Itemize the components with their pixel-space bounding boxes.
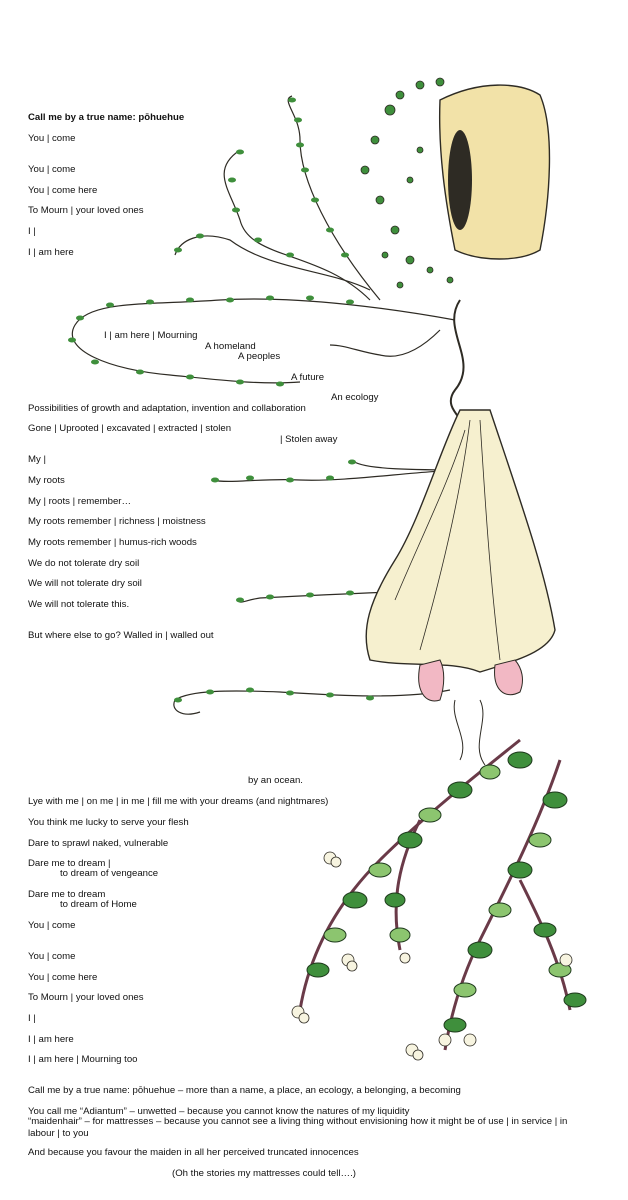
poem-line: We will not tolerate this. <box>28 599 130 610</box>
dress <box>366 410 555 672</box>
poem-line: I | <box>28 226 36 237</box>
poem-line: A future <box>291 372 325 383</box>
poem-line: by an ocean. <box>248 775 303 786</box>
poem-line: Dare me to dream | <box>28 858 111 869</box>
poem-line: An ecology <box>331 392 379 403</box>
poem-line: I | am here <box>28 247 74 258</box>
poem-line: My | <box>28 454 46 465</box>
poem-line: You think me lucky to serve your flesh <box>28 817 189 828</box>
stem-leaves <box>307 752 586 1032</box>
poem-line: But where else to go? Walled in | walled out <box>28 630 214 641</box>
poem-line: “maidenhair” – for mattresses – because you cannot see a living thing without envisioning how it might be of use | in service | in labour | to you <box>28 1116 568 1139</box>
poem-line: My roots remember | richness | moistness <box>28 516 206 527</box>
poem-line: I | am here <box>28 1034 74 1045</box>
poem-line: Dare me to dream <box>28 889 106 900</box>
poem-line: I | am here | Mourning <box>104 330 198 341</box>
vine-leaves <box>68 98 374 703</box>
poem-line: To Mourn | your loved ones <box>28 205 144 216</box>
poem-line: (Oh the stories my mattresses could tell….) <box>172 1168 356 1179</box>
poem-line: | Stolen away <box>280 434 338 445</box>
poem-line: My | roots | remember… <box>28 496 132 507</box>
poem-line: You | come here <box>28 972 98 983</box>
poem-line: to dream of vengeance <box>60 868 159 879</box>
flowering-stems <box>300 740 570 1050</box>
poem-line: I | <box>28 1013 36 1024</box>
poem-line: You | come <box>28 951 76 962</box>
poem-line: I | am here | Mourning too <box>28 1054 138 1065</box>
poem-line: We do not tolerate dry soil <box>28 558 140 569</box>
roots <box>454 700 485 765</box>
poem-line: And because you favour the maiden in all her perceived truncated innocences <box>28 1147 359 1158</box>
poem-line: My roots <box>28 475 65 486</box>
poem-line: to dream of Home <box>60 899 137 910</box>
poem-line: My roots remember | humus-rich woods <box>28 537 197 548</box>
poem-line: Call me by a true name: pōhuehue – more than a name, a place, an ecology, a belonging, a becoming <box>28 1085 461 1096</box>
poem-line: You | come <box>28 920 76 931</box>
flower-clusters <box>292 852 572 1060</box>
poem-line: Dare to sprawl naked, vulnerable <box>28 838 169 849</box>
poem-line: You | come <box>28 164 76 175</box>
poem-line: You | come <box>28 133 76 144</box>
poem-line: Possibilities of growth and adaptation, invention and collaboration <box>28 403 306 414</box>
poem-title: Call me by a true name: pōhuehue <box>28 112 185 123</box>
poem-line: To Mourn | your loved ones <box>28 992 144 1003</box>
poem-line: You call me “Adiantum” – unwetted – because you cannot know the natures of my liquidity <box>28 1106 410 1117</box>
poem-line: Lye with me | on me | in me | fill me with your dreams (and nightmares) <box>28 796 329 807</box>
poem-line: You | come here <box>28 185 98 196</box>
poem-line: We will not tolerate dry soil <box>28 578 142 589</box>
poem-line: Gone | Uprooted | excavated | extracted | stolen <box>28 423 232 434</box>
poem-line: A peoples <box>238 351 281 362</box>
poem-line: A homeland <box>205 341 256 352</box>
hair-shadow <box>448 130 472 230</box>
